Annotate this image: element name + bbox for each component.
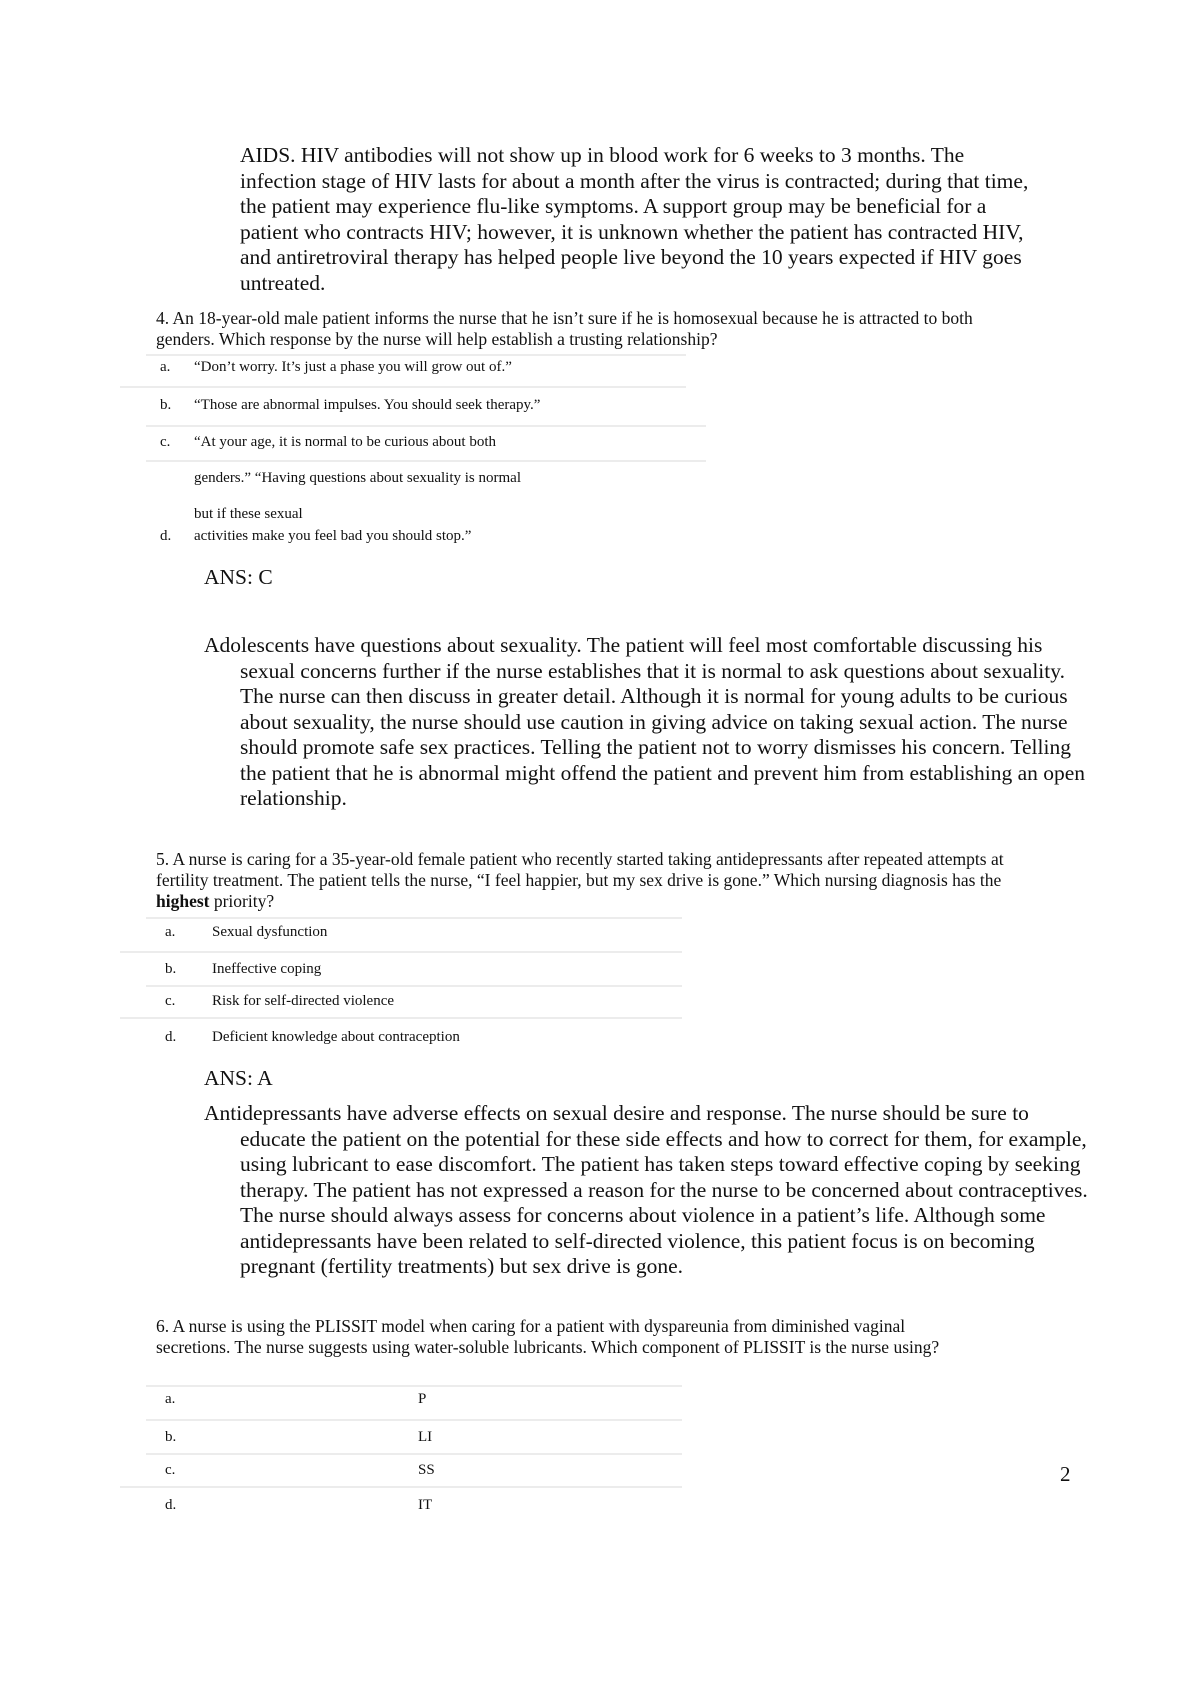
- option-text: “Don’t worry. It’s just a phase you will grow out of.”: [194, 359, 512, 375]
- option-letter: b.: [165, 1429, 177, 1445]
- option-text: genders.” “Having questions about sexuality is normal: [194, 470, 522, 486]
- option-divider: [146, 985, 682, 987]
- question-6-stem: 6. A nurse is using the PLISSIT model when caring for a patient with dyspareunia from diminished vaginal secretions. The nurse suggests using water-soluble lubricants. Which component of PLISSIT is the nurse using?: [156, 1316, 940, 1357]
- stem-text: priority?: [209, 891, 275, 911]
- option-text: IT: [418, 1497, 433, 1513]
- option-divider: [120, 1486, 682, 1488]
- option-divider: [146, 1419, 682, 1421]
- option-text: “Those are abnormal impulses. You should seek therapy.”: [194, 397, 541, 413]
- option-divider: [146, 425, 706, 427]
- option-letter: b.: [160, 397, 172, 413]
- question-4-rationale: Adolescents have questions about sexuality. The patient will feel most comfortable discussing his sexual concerns further if the nurse establishes that it is normal to ask questions about sexuality. The nurse can then discuss in greater detail. Although it is normal for young adults to be curious about sexuality, the nurse should use caution in giving advice on taking sexual action. The nurse should promote safe sex practices. Telling the patient not to worry dismisses his concern. Telling the patient that he is abnormal might offend the patient and prevent him from establishing an open relationship.: [204, 633, 1086, 810]
- option-letter: b.: [165, 961, 177, 977]
- option-text: LI: [418, 1429, 433, 1445]
- question-5-rationale: Antidepressants have adverse effects on sexual desire and response. The nurse should be sure to educate the patient on the potential for these side effects and how to correct for them, for example, using lubricant to ease discomfort. The patient has taken steps toward effective coping by seeking therapy. The patient has not expressed a reason for the nurse to be concerned about contraceptives. The nurse should always assess for concerns about violence in a patient’s life. Although some antidepressants have been related to self-directed violence, this patient focus is on becoming pregnant (fertility treatments) but sex drive is gone.: [204, 1101, 1088, 1278]
- option-text: “At your age, it is normal to be curious about both: [194, 434, 497, 450]
- option-divider: [120, 386, 686, 388]
- option-letter: d.: [165, 1497, 177, 1513]
- option-letter: d.: [160, 528, 172, 544]
- option-divider: [146, 1453, 682, 1455]
- page-number: 2: [1060, 1462, 1071, 1486]
- option-divider: [146, 460, 706, 462]
- option-text: P: [418, 1391, 427, 1407]
- option-text: Risk for self-directed violence: [212, 993, 395, 1009]
- continuation-paragraph: AIDS. HIV antibodies will not show up in blood work for 6 weeks to 3 months. The infection stage of HIV lasts for about a month after the virus is contracted; during that time, the patient may experience flu-like symptoms. A support group may be beneficial for a patient who contracts HIV; however, it is unknown whether the patient has contracted HIV, and antiretroviral therapy has helped people live beyond the 10 years expected if HIV goes untreated.: [240, 143, 1029, 295]
- option-letter: a.: [165, 1391, 176, 1407]
- option-letter: c.: [160, 434, 171, 450]
- option-text: Sexual dysfunction: [212, 924, 328, 940]
- option-divider: [120, 1017, 682, 1019]
- stem-text: 5. A nurse is caring for a 35-year-old female patient who recently started taking antidepressants after repeated attempts at fertility treatment. The patient tells the nurse, “I feel happier, but my sex drive is gone.” Which nursing diagnosis has the: [156, 849, 1004, 890]
- option-divider: [120, 951, 682, 953]
- stem-emphasis: highest: [156, 891, 210, 911]
- question-4-stem: 4. An 18-year-old male patient informs the nurse that he isn’t sure if he is homosexual because he is attracted to both genders. Which response by the nurse will help establish a trusting relationship?: [156, 308, 973, 349]
- option-letter: a.: [165, 924, 176, 940]
- option-text: activities make you feel bad you should stop.”: [194, 528, 472, 544]
- option-letter: a.: [160, 359, 171, 375]
- option-text: but if these sexual: [194, 506, 303, 522]
- option-letter: c.: [165, 993, 176, 1009]
- answer-label: ANS: A: [204, 1066, 273, 1090]
- option-divider: [146, 1385, 682, 1387]
- option-letter: d.: [165, 1029, 177, 1045]
- option-divider: [146, 354, 686, 356]
- option-letter: c.: [165, 1462, 176, 1478]
- question-5-stem: [156, 849, 1016, 912]
- answer-label: ANS: C: [204, 565, 273, 589]
- option-divider: [146, 917, 682, 919]
- option-text: Deficient knowledge about contraception: [212, 1029, 460, 1045]
- option-text: SS: [418, 1462, 435, 1478]
- option-text: Ineffective coping: [212, 961, 322, 977]
